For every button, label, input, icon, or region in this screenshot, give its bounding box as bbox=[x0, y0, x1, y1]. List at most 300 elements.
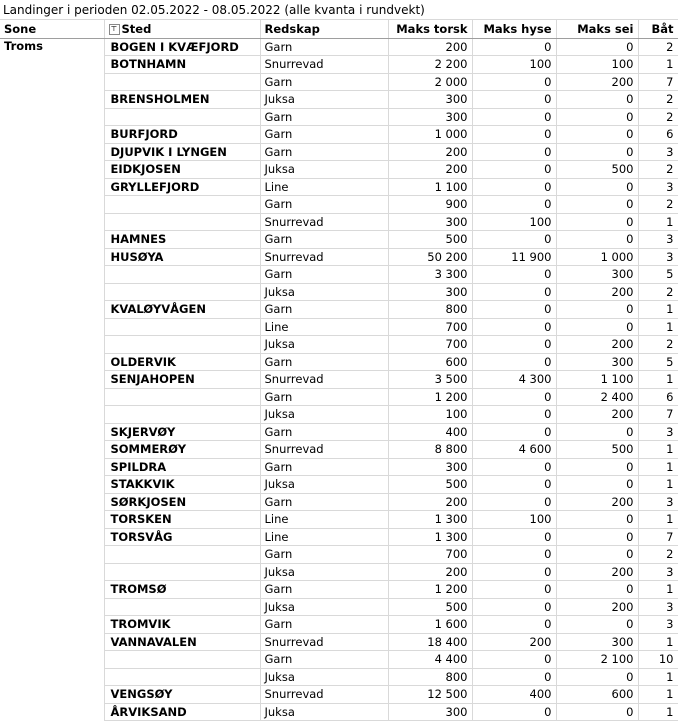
cell-maks-sei[interactable]: 0 bbox=[556, 703, 638, 721]
cell-redskap[interactable]: Line bbox=[260, 178, 388, 196]
cell-maks-hyse[interactable]: 0 bbox=[472, 476, 556, 494]
cell-maks-hyse[interactable]: 200 bbox=[472, 633, 556, 651]
cell-sted[interactable] bbox=[104, 651, 260, 669]
cell-sone[interactable] bbox=[0, 511, 104, 529]
cell-sone[interactable] bbox=[0, 266, 104, 284]
cell-maks-sei[interactable]: 600 bbox=[556, 686, 638, 704]
cell-redskap[interactable]: Snurrevad bbox=[260, 248, 388, 266]
cell-sone[interactable] bbox=[0, 73, 104, 91]
cell-sone[interactable] bbox=[0, 441, 104, 459]
cell-redskap[interactable]: Line bbox=[260, 528, 388, 546]
cell-redskap[interactable]: Juksa bbox=[260, 703, 388, 721]
cell-sone[interactable] bbox=[0, 91, 104, 109]
cell-maks-sei[interactable]: 200 bbox=[556, 493, 638, 511]
cell-sone[interactable] bbox=[0, 126, 104, 144]
cell-sone[interactable] bbox=[0, 703, 104, 721]
cell-sted[interactable]: BRENSHOLMEN bbox=[104, 91, 260, 109]
cell-sone[interactable] bbox=[0, 178, 104, 196]
cell-bat[interactable]: 1 bbox=[638, 56, 678, 74]
cell-sone[interactable] bbox=[0, 301, 104, 319]
cell-maks-torsk[interactable]: 8 800 bbox=[388, 441, 472, 459]
cell-sted[interactable]: VANNAVALEN bbox=[104, 633, 260, 651]
cell-bat[interactable]: 1 bbox=[638, 441, 678, 459]
cell-sted[interactable]: EIDKJOSEN bbox=[104, 161, 260, 179]
cell-bat[interactable]: 5 bbox=[638, 353, 678, 371]
cell-bat[interactable]: 10 bbox=[638, 651, 678, 669]
cell-maks-torsk[interactable]: 1 100 bbox=[388, 178, 472, 196]
cell-sted[interactable] bbox=[104, 668, 260, 686]
col-header-maks-hyse[interactable] bbox=[472, 20, 556, 38]
col-header-sted[interactable] bbox=[104, 20, 260, 38]
cell-maks-hyse[interactable]: 0 bbox=[472, 301, 556, 319]
cell-maks-torsk[interactable]: 100 bbox=[388, 406, 472, 424]
cell-bat[interactable]: 3 bbox=[638, 231, 678, 249]
cell-maks-sei[interactable]: 0 bbox=[556, 511, 638, 529]
cell-maks-sei[interactable]: 500 bbox=[556, 161, 638, 179]
cell-maks-hyse[interactable]: 0 bbox=[472, 126, 556, 144]
cell-redskap[interactable]: Garn bbox=[260, 353, 388, 371]
cell-maks-hyse[interactable]: 0 bbox=[472, 336, 556, 354]
cell-maks-hyse[interactable]: 100 bbox=[472, 213, 556, 231]
cell-maks-sei[interactable]: 200 bbox=[556, 406, 638, 424]
cell-maks-sei[interactable]: 0 bbox=[556, 546, 638, 564]
cell-maks-hyse[interactable]: 0 bbox=[472, 178, 556, 196]
cell-bat[interactable]: 3 bbox=[638, 493, 678, 511]
cell-sone[interactable]: Troms bbox=[0, 38, 104, 56]
cell-redskap[interactable]: Garn bbox=[260, 458, 388, 476]
cell-sted[interactable]: GRYLLEFJORD bbox=[104, 178, 260, 196]
col-header-maks-hyse-label: Maks hyse bbox=[483, 21, 552, 36]
cell-maks-sei[interactable]: 300 bbox=[556, 266, 638, 284]
cell-bat[interactable]: 1 bbox=[638, 371, 678, 389]
col-header-maks-sei[interactable] bbox=[556, 20, 638, 38]
cell-redskap[interactable]: Garn bbox=[260, 73, 388, 91]
cell-maks-torsk[interactable]: 200 bbox=[388, 563, 472, 581]
cell-maks-hyse[interactable]: 0 bbox=[472, 493, 556, 511]
cell-redskap[interactable]: Line bbox=[260, 511, 388, 529]
cell-maks-torsk[interactable]: 600 bbox=[388, 353, 472, 371]
cell-maks-sei[interactable]: 0 bbox=[556, 458, 638, 476]
cell-redskap[interactable]: Juksa bbox=[260, 476, 388, 494]
cell-sted[interactable]: BOTNHAMN bbox=[104, 56, 260, 74]
cell-sted[interactable]: BOGEN I KVÆFJORD bbox=[104, 38, 260, 56]
cell-maks-sei[interactable]: 0 bbox=[556, 126, 638, 144]
cell-maks-torsk[interactable]: 700 bbox=[388, 318, 472, 336]
cell-maks-torsk[interactable]: 3 500 bbox=[388, 371, 472, 389]
cell-maks-torsk[interactable]: 900 bbox=[388, 196, 472, 214]
cell-bat[interactable]: 1 bbox=[638, 703, 678, 721]
cell-sone[interactable] bbox=[0, 528, 104, 546]
cell-redskap[interactable]: Juksa bbox=[260, 336, 388, 354]
cell-redskap[interactable]: Line bbox=[260, 318, 388, 336]
cell-bat[interactable]: 3 bbox=[638, 248, 678, 266]
cell-sone[interactable] bbox=[0, 563, 104, 581]
cell-maks-hyse[interactable]: 0 bbox=[472, 563, 556, 581]
cell-maks-sei[interactable]: 0 bbox=[556, 196, 638, 214]
cell-sted[interactable] bbox=[104, 336, 260, 354]
cell-maks-hyse[interactable]: 0 bbox=[472, 388, 556, 406]
cell-maks-hyse[interactable]: 0 bbox=[472, 143, 556, 161]
cell-maks-sei[interactable]: 100 bbox=[556, 56, 638, 74]
table-row bbox=[0, 91, 678, 109]
cell-maks-torsk[interactable]: 200 bbox=[388, 143, 472, 161]
cell-sone[interactable] bbox=[0, 336, 104, 354]
cell-redskap[interactable]: Juksa bbox=[260, 91, 388, 109]
cell-bat[interactable]: 7 bbox=[638, 73, 678, 91]
cell-maks-torsk[interactable]: 700 bbox=[388, 546, 472, 564]
cell-maks-hyse[interactable]: 0 bbox=[472, 38, 556, 56]
cell-maks-sei[interactable]: 0 bbox=[556, 318, 638, 336]
cell-maks-sei[interactable]: 1 100 bbox=[556, 371, 638, 389]
cell-maks-sei[interactable]: 200 bbox=[556, 73, 638, 91]
cell-sone[interactable] bbox=[0, 388, 104, 406]
cell-sted[interactable] bbox=[104, 196, 260, 214]
cell-sone[interactable] bbox=[0, 651, 104, 669]
cell-sted[interactable]: ÅRVIKSAND bbox=[104, 703, 260, 721]
cell-maks-hyse[interactable]: 0 bbox=[472, 423, 556, 441]
cell-maks-sei[interactable]: 0 bbox=[556, 108, 638, 126]
cell-sted[interactable] bbox=[104, 598, 260, 616]
cell-maks-hyse[interactable]: 0 bbox=[472, 703, 556, 721]
cell-maks-torsk[interactable]: 1 300 bbox=[388, 511, 472, 529]
cell-maks-hyse[interactable]: 0 bbox=[472, 73, 556, 91]
cell-maks-hyse[interactable]: 100 bbox=[472, 56, 556, 74]
table-row bbox=[0, 563, 678, 581]
cell-bat[interactable]: 1 bbox=[638, 458, 678, 476]
cell-sone[interactable] bbox=[0, 458, 104, 476]
cell-redskap[interactable]: Juksa bbox=[260, 563, 388, 581]
table-row bbox=[0, 388, 678, 406]
cell-maks-torsk[interactable]: 400 bbox=[388, 423, 472, 441]
cell-maks-sei[interactable]: 200 bbox=[556, 336, 638, 354]
cell-sted[interactable]: BURFJORD bbox=[104, 126, 260, 144]
cell-maks-torsk[interactable]: 1 600 bbox=[388, 616, 472, 634]
cell-maks-torsk[interactable]: 300 bbox=[388, 703, 472, 721]
cell-sone[interactable] bbox=[0, 108, 104, 126]
cell-maks-sei[interactable]: 0 bbox=[556, 91, 638, 109]
cell-sted[interactable]: TORSKEN bbox=[104, 511, 260, 529]
cell-bat[interactable]: 3 bbox=[638, 598, 678, 616]
cell-bat[interactable]: 3 bbox=[638, 616, 678, 634]
cell-redskap[interactable]: Garn bbox=[260, 266, 388, 284]
cell-sted[interactable]: SOMMERØY bbox=[104, 441, 260, 459]
table-row bbox=[0, 213, 678, 231]
cell-maks-hyse[interactable]: 4 300 bbox=[472, 371, 556, 389]
cell-maks-torsk[interactable]: 500 bbox=[388, 231, 472, 249]
cell-maks-sei[interactable]: 1 000 bbox=[556, 248, 638, 266]
cell-bat[interactable]: 1 bbox=[638, 213, 678, 231]
cell-sone[interactable] bbox=[0, 493, 104, 511]
cell-maks-torsk[interactable]: 300 bbox=[388, 458, 472, 476]
cell-sted[interactable] bbox=[104, 406, 260, 424]
cell-sone[interactable] bbox=[0, 581, 104, 599]
cell-redskap[interactable]: Garn bbox=[260, 231, 388, 249]
cell-bat[interactable]: 3 bbox=[638, 423, 678, 441]
cell-redskap[interactable]: Juksa bbox=[260, 406, 388, 424]
cell-bat[interactable]: 1 bbox=[638, 476, 678, 494]
cell-sted[interactable]: TROMSØ bbox=[104, 581, 260, 599]
cell-bat[interactable]: 5 bbox=[638, 266, 678, 284]
cell-maks-torsk[interactable]: 800 bbox=[388, 301, 472, 319]
cell-maks-hyse[interactable]: 0 bbox=[472, 546, 556, 564]
table-row bbox=[0, 441, 678, 459]
cell-maks-hyse[interactable]: 0 bbox=[472, 598, 556, 616]
cell-maks-hyse[interactable]: 0 bbox=[472, 161, 556, 179]
cell-maks-hyse[interactable]: 0 bbox=[472, 283, 556, 301]
cell-redskap[interactable]: Garn bbox=[260, 423, 388, 441]
col-header-redskap[interactable] bbox=[260, 20, 388, 38]
cell-sone[interactable] bbox=[0, 616, 104, 634]
cell-maks-hyse[interactable]: 0 bbox=[472, 651, 556, 669]
table-row bbox=[0, 406, 678, 424]
cell-maks-torsk[interactable]: 200 bbox=[388, 493, 472, 511]
filter-icon[interactable]: ⊤ bbox=[109, 24, 120, 35]
cell-sted[interactable]: TROMVIK bbox=[104, 616, 260, 634]
cell-maks-hyse[interactable]: 400 bbox=[472, 686, 556, 704]
cell-maks-sei[interactable]: 0 bbox=[556, 231, 638, 249]
cell-maks-torsk[interactable]: 1 000 bbox=[388, 126, 472, 144]
cell-bat[interactable]: 2 bbox=[638, 196, 678, 214]
cell-sted[interactable]: HAMNES bbox=[104, 231, 260, 249]
cell-maks-hyse[interactable]: 100 bbox=[472, 511, 556, 529]
cell-bat[interactable]: 6 bbox=[638, 388, 678, 406]
cell-sone[interactable] bbox=[0, 406, 104, 424]
cell-sone[interactable] bbox=[0, 476, 104, 494]
cell-maks-torsk[interactable]: 200 bbox=[388, 38, 472, 56]
table-row bbox=[0, 196, 678, 214]
cell-bat[interactable]: 2 bbox=[638, 38, 678, 56]
table-row bbox=[0, 178, 678, 196]
cell-bat[interactable]: 1 bbox=[638, 581, 678, 599]
cell-maks-torsk[interactable]: 500 bbox=[388, 476, 472, 494]
cell-maks-hyse[interactable]: 0 bbox=[472, 231, 556, 249]
cell-redskap[interactable]: Garn bbox=[260, 581, 388, 599]
cell-maks-sei[interactable]: 0 bbox=[556, 528, 638, 546]
cell-bat[interactable]: 2 bbox=[638, 336, 678, 354]
table-row bbox=[0, 511, 678, 529]
cell-bat[interactable]: 2 bbox=[638, 108, 678, 126]
table-row bbox=[0, 528, 678, 546]
cell-redskap[interactable]: Snurrevad bbox=[260, 633, 388, 651]
col-header-bat[interactable] bbox=[638, 20, 678, 38]
cell-sone[interactable] bbox=[0, 161, 104, 179]
cell-sted[interactable]: HUSØYA bbox=[104, 248, 260, 266]
cell-bat[interactable]: 1 bbox=[638, 633, 678, 651]
cell-maks-sei[interactable]: 0 bbox=[556, 143, 638, 161]
cell-redskap[interactable]: Snurrevad bbox=[260, 56, 388, 74]
cell-sted[interactable] bbox=[104, 388, 260, 406]
cell-sted[interactable] bbox=[104, 283, 260, 301]
cell-sted[interactable]: TORSVÅG bbox=[104, 528, 260, 546]
cell-redskap[interactable]: Garn bbox=[260, 196, 388, 214]
cell-sone[interactable] bbox=[0, 371, 104, 389]
cell-maks-torsk[interactable]: 3 300 bbox=[388, 266, 472, 284]
cell-sone[interactable] bbox=[0, 196, 104, 214]
cell-bat[interactable]: 2 bbox=[638, 283, 678, 301]
cell-maks-sei[interactable]: 2 100 bbox=[556, 651, 638, 669]
cell-sone[interactable] bbox=[0, 231, 104, 249]
cell-redskap[interactable]: Garn bbox=[260, 616, 388, 634]
cell-sone[interactable] bbox=[0, 283, 104, 301]
cell-bat[interactable]: 2 bbox=[638, 91, 678, 109]
cell-redskap[interactable]: Juksa bbox=[260, 161, 388, 179]
cell-bat[interactable]: 3 bbox=[638, 563, 678, 581]
cell-redskap[interactable]: Garn bbox=[260, 143, 388, 161]
cell-redskap[interactable]: Juksa bbox=[260, 668, 388, 686]
cell-sted[interactable]: SPILDRA bbox=[104, 458, 260, 476]
cell-sone[interactable] bbox=[0, 213, 104, 231]
cell-redskap[interactable]: Garn bbox=[260, 493, 388, 511]
cell-redskap[interactable]: Snurrevad bbox=[260, 441, 388, 459]
cell-maks-hyse[interactable]: 0 bbox=[472, 108, 556, 126]
cell-maks-torsk[interactable]: 300 bbox=[388, 108, 472, 126]
cell-bat[interactable]: 2 bbox=[638, 546, 678, 564]
table-row bbox=[0, 318, 678, 336]
cell-maks-hyse[interactable]: 0 bbox=[472, 668, 556, 686]
cell-maks-hyse[interactable]: 0 bbox=[472, 528, 556, 546]
cell-sted[interactable]: DJUPVIK I LYNGEN bbox=[104, 143, 260, 161]
cell-maks-sei[interactable]: 200 bbox=[556, 283, 638, 301]
cell-maks-sei[interactable]: 300 bbox=[556, 633, 638, 651]
cell-maks-sei[interactable]: 0 bbox=[556, 38, 638, 56]
cell-bat[interactable]: 7 bbox=[638, 406, 678, 424]
cell-bat[interactable]: 2 bbox=[638, 161, 678, 179]
cell-redskap[interactable]: Garn bbox=[260, 546, 388, 564]
cell-maks-hyse[interactable]: 0 bbox=[472, 196, 556, 214]
cell-sted[interactable] bbox=[104, 108, 260, 126]
cell-sted[interactable]: SENJAHOPEN bbox=[104, 371, 260, 389]
cell-bat[interactable]: 1 bbox=[638, 668, 678, 686]
cell-sone[interactable] bbox=[0, 686, 104, 704]
cell-bat[interactable]: 1 bbox=[638, 318, 678, 336]
cell-redskap[interactable]: Garn bbox=[260, 301, 388, 319]
cell-sted[interactable]: SKJERVØY bbox=[104, 423, 260, 441]
cell-sone[interactable] bbox=[0, 248, 104, 266]
cell-maks-hyse[interactable]: 0 bbox=[472, 266, 556, 284]
cell-maks-torsk[interactable]: 1 300 bbox=[388, 528, 472, 546]
cell-sted[interactable] bbox=[104, 563, 260, 581]
cell-maks-sei[interactable]: 200 bbox=[556, 563, 638, 581]
table-row bbox=[0, 616, 678, 634]
cell-maks-torsk[interactable]: 1 200 bbox=[388, 581, 472, 599]
col-header-sone[interactable] bbox=[0, 20, 104, 38]
cell-sone[interactable] bbox=[0, 143, 104, 161]
cell-redskap[interactable]: Snurrevad bbox=[260, 371, 388, 389]
cell-redskap[interactable]: Juksa bbox=[260, 283, 388, 301]
cell-maks-sei[interactable]: 200 bbox=[556, 598, 638, 616]
cell-maks-torsk[interactable]: 12 500 bbox=[388, 686, 472, 704]
cell-maks-sei[interactable]: 300 bbox=[556, 353, 638, 371]
cell-maks-hyse[interactable]: 4 600 bbox=[472, 441, 556, 459]
table-row bbox=[0, 143, 678, 161]
cell-maks-hyse[interactable]: 0 bbox=[472, 406, 556, 424]
cell-maks-torsk[interactable]: 1 200 bbox=[388, 388, 472, 406]
cell-maks-torsk[interactable]: 700 bbox=[388, 336, 472, 354]
cell-sone[interactable] bbox=[0, 318, 104, 336]
cell-maks-torsk[interactable]: 200 bbox=[388, 161, 472, 179]
cell-sted[interactable]: SØRKJOSEN bbox=[104, 493, 260, 511]
cell-maks-torsk[interactable]: 4 400 bbox=[388, 651, 472, 669]
table-row bbox=[0, 423, 678, 441]
cell-maks-sei[interactable]: 0 bbox=[556, 423, 638, 441]
cell-sted[interactable]: VENGSØY bbox=[104, 686, 260, 704]
cell-maks-torsk[interactable]: 800 bbox=[388, 668, 472, 686]
cell-maks-sei[interactable]: 0 bbox=[556, 301, 638, 319]
cell-sone[interactable] bbox=[0, 56, 104, 74]
cell-sted[interactable]: KVALØYVÅGEN bbox=[104, 301, 260, 319]
cell-sted[interactable]: STAKKVIK bbox=[104, 476, 260, 494]
cell-sted[interactable] bbox=[104, 318, 260, 336]
cell-sted[interactable] bbox=[104, 213, 260, 231]
cell-maks-torsk[interactable]: 500 bbox=[388, 598, 472, 616]
cell-maks-sei[interactable]: 0 bbox=[556, 616, 638, 634]
cell-maks-hyse[interactable]: 0 bbox=[472, 458, 556, 476]
cell-sone[interactable] bbox=[0, 668, 104, 686]
cell-maks-torsk[interactable]: 2 200 bbox=[388, 56, 472, 74]
cell-maks-torsk[interactable]: 2 000 bbox=[388, 73, 472, 91]
cell-bat[interactable]: 1 bbox=[638, 511, 678, 529]
cell-redskap[interactable]: Snurrevad bbox=[260, 686, 388, 704]
cell-maks-torsk[interactable]: 18 400 bbox=[388, 633, 472, 651]
table-row bbox=[0, 371, 678, 389]
cell-redskap[interactable]: Garn bbox=[260, 651, 388, 669]
cell-bat[interactable]: 1 bbox=[638, 301, 678, 319]
cell-maks-sei[interactable]: 0 bbox=[556, 178, 638, 196]
cell-bat[interactable]: 3 bbox=[638, 178, 678, 196]
cell-sted[interactable]: OLDERVIK bbox=[104, 353, 260, 371]
cell-maks-torsk[interactable]: 300 bbox=[388, 91, 472, 109]
cell-maks-hyse[interactable]: 0 bbox=[472, 616, 556, 634]
cell-bat[interactable]: 1 bbox=[638, 686, 678, 704]
cell-sone[interactable] bbox=[0, 423, 104, 441]
header-row bbox=[0, 20, 678, 38]
cell-maks-hyse[interactable]: 0 bbox=[472, 353, 556, 371]
cell-sone[interactable] bbox=[0, 546, 104, 564]
cell-sted[interactable] bbox=[104, 266, 260, 284]
cell-sone[interactable] bbox=[0, 598, 104, 616]
table-row bbox=[0, 546, 678, 564]
cell-maks-hyse[interactable]: 0 bbox=[472, 581, 556, 599]
report-title bbox=[0, 0, 678, 20]
cell-maks-sei[interactable]: 0 bbox=[556, 213, 638, 231]
cell-maks-torsk[interactable]: 50 200 bbox=[388, 248, 472, 266]
cell-redskap[interactable]: Snurrevad bbox=[260, 213, 388, 231]
cell-maks-sei[interactable]: 0 bbox=[556, 581, 638, 599]
cell-maks-torsk[interactable]: 300 bbox=[388, 283, 472, 301]
cell-bat[interactable]: 6 bbox=[638, 126, 678, 144]
cell-maks-sei[interactable]: 2 400 bbox=[556, 388, 638, 406]
cell-maks-sei[interactable]: 0 bbox=[556, 668, 638, 686]
cell-redskap[interactable]: Juksa bbox=[260, 598, 388, 616]
cell-sone[interactable] bbox=[0, 633, 104, 651]
cell-redskap[interactable]: Garn bbox=[260, 108, 388, 126]
cell-bat[interactable]: 7 bbox=[638, 528, 678, 546]
cell-sted[interactable] bbox=[104, 546, 260, 564]
cell-maks-torsk[interactable]: 300 bbox=[388, 213, 472, 231]
cell-redskap[interactable]: Garn bbox=[260, 38, 388, 56]
cell-maks-hyse[interactable]: 0 bbox=[472, 318, 556, 336]
cell-redskap[interactable]: Garn bbox=[260, 126, 388, 144]
col-header-maks-torsk[interactable] bbox=[388, 20, 472, 38]
cell-maks-hyse[interactable]: 0 bbox=[472, 91, 556, 109]
cell-maks-hyse[interactable]: 11 900 bbox=[472, 248, 556, 266]
cell-sone[interactable] bbox=[0, 353, 104, 371]
cell-maks-sei[interactable]: 0 bbox=[556, 476, 638, 494]
cell-sted[interactable] bbox=[104, 73, 260, 91]
cell-maks-sei[interactable]: 500 bbox=[556, 441, 638, 459]
cell-bat[interactable]: 3 bbox=[638, 143, 678, 161]
cell-redskap[interactable]: Garn bbox=[260, 388, 388, 406]
